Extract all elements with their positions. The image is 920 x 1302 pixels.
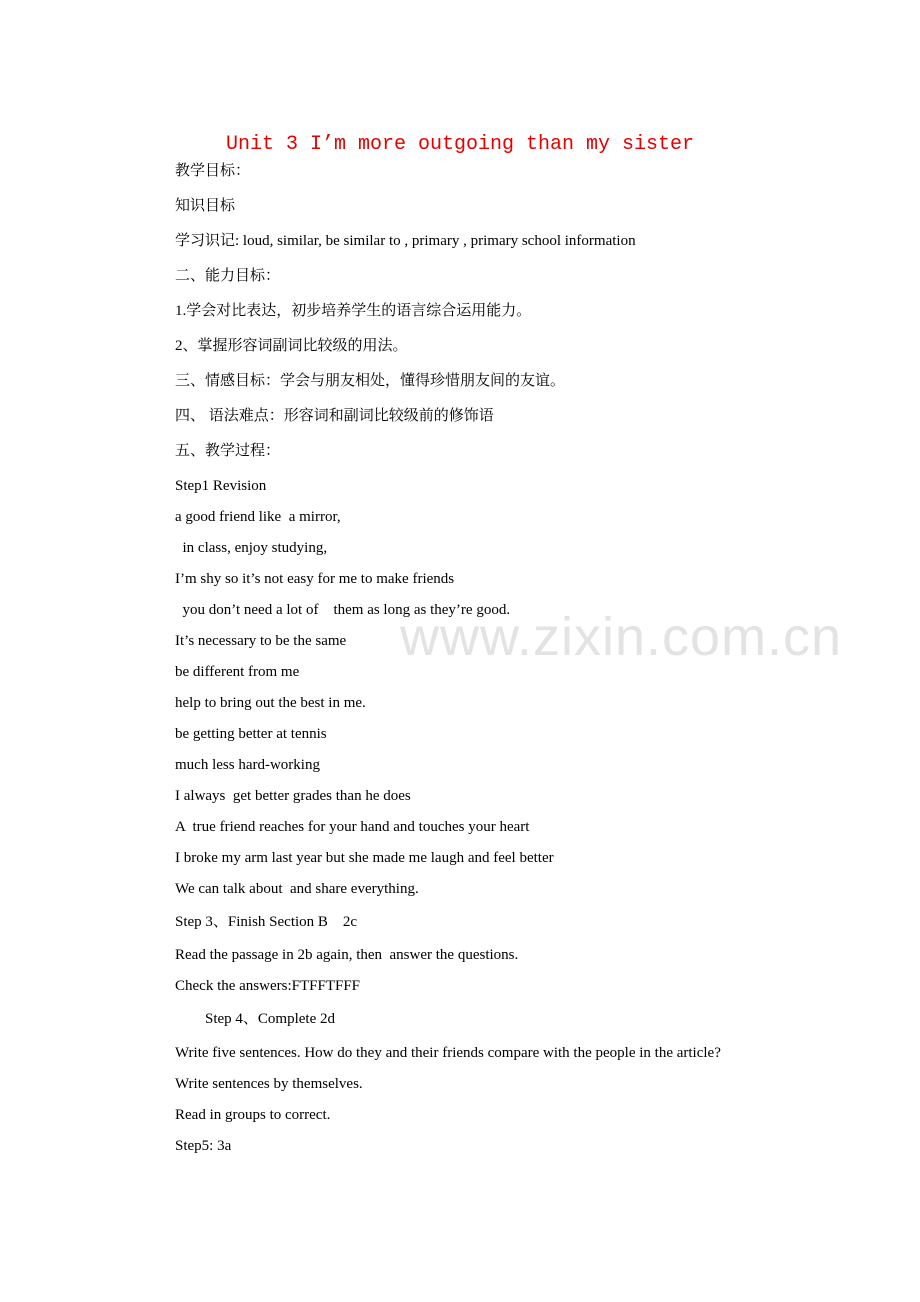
- text-line: 知识目标: [175, 198, 236, 214]
- text-line: 五、教学过程：: [175, 443, 281, 459]
- text-line: A true friend reaches for your hand and touches your heart: [175, 819, 530, 835]
- watermark: www.zixin.com.cn: [400, 607, 843, 667]
- text-line: Step1 Revision: [175, 478, 267, 494]
- text-line: Check the answers:FTFFTFFF: [175, 978, 361, 994]
- text-line: Step 3、Finish Section B 2c: [175, 914, 358, 930]
- text-line: in class, enjoy studying,: [175, 540, 328, 556]
- text-line: 三、情感目标：学会与朋友相处，懂得珍惜朋友间的友谊。: [175, 373, 566, 389]
- text-line: Read in groups to correct.: [175, 1107, 331, 1123]
- text-line: We can talk about and share everything.: [175, 881, 419, 897]
- text-line: be getting better at tennis: [175, 726, 327, 742]
- text-line: 四、 语法难点：形容词和副词比较级前的修饰语: [175, 408, 494, 424]
- text-line: Step 4、Complete 2d: [175, 1011, 335, 1027]
- text-line: I always get better grades than he does: [175, 788, 411, 804]
- text-line: 学习识记: loud, similar, be similar to , primary , primary school information: [175, 233, 636, 249]
- document-title: Unit 3 I’m more outgoing than my sister: [225, 133, 695, 156]
- text-line: be different from me: [175, 664, 300, 680]
- text-line: Step5: 3a: [175, 1138, 232, 1154]
- text-line: I broke my arm last year but she made me laugh and feel better: [175, 850, 554, 866]
- text-line: Write five sentences. How do they and their friends compare with the people in the article?: [175, 1045, 721, 1061]
- text-line: 教学目标：: [175, 163, 251, 179]
- text-line: 2、掌握形容词副词比较级的用法。: [175, 338, 408, 354]
- text-line: 二、能力目标：: [175, 268, 281, 284]
- text-line: a good friend like a mirror,: [175, 509, 341, 525]
- text-line: It’s necessary to be the same: [175, 633, 347, 649]
- text-line: you don’t need a lot of them as long as they’re good.: [175, 602, 511, 618]
- text-line: 1.学会对比表达，初步培养学生的语言综合运用能力。: [175, 303, 532, 319]
- text-line: Write sentences by themselves.: [175, 1076, 363, 1092]
- text-line: Read the passage in 2b again, then answer the questions.: [175, 947, 519, 963]
- text-line: much less hard-working: [175, 757, 320, 773]
- text-line: help to bring out the best in me.: [175, 695, 366, 711]
- text-line: I’m shy so it’s not easy for me to make friends: [175, 571, 455, 587]
